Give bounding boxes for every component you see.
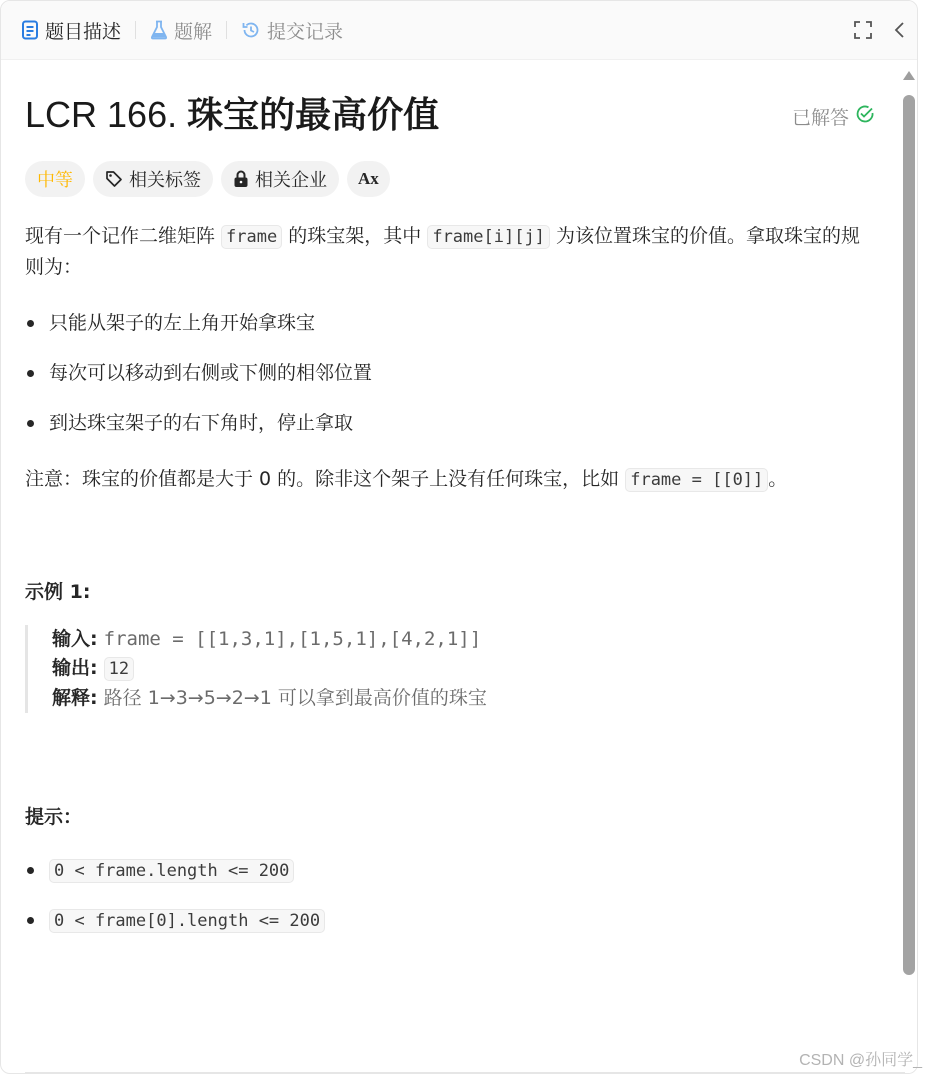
scroll-up-arrow-icon[interactable] — [903, 71, 915, 80]
list-item: 只能从架子的左上角开始拿珠宝 — [25, 308, 372, 338]
difficulty-label: 中等 — [37, 170, 73, 191]
list-item: 每次可以移动到右侧或下侧的相邻位置 — [25, 358, 372, 388]
constraint-code: 0 < frame[0].length <= 200 — [49, 909, 325, 933]
document-icon — [21, 20, 39, 40]
tab-submissions-label: 提交记录 — [267, 20, 344, 43]
history-icon — [241, 20, 261, 40]
divider — [25, 1072, 905, 1073]
related-tags-button[interactable] — [93, 161, 213, 197]
input-value: frame = [[1,3,1],[1,5,1],[4,2,1]] — [103, 628, 482, 650]
check-circle-icon — [855, 104, 875, 129]
flask-icon — [150, 20, 168, 40]
tab-submissions[interactable] — [233, 1, 351, 59]
tab-description-label: 题目描述 — [45, 20, 122, 43]
note-text: 。 — [768, 468, 788, 490]
translate-icon: Ax — [358, 169, 379, 188]
constraints-list — [25, 855, 325, 935]
difficulty-badge — [25, 161, 85, 197]
explanation-value: 路径 1→3→5→2→1 可以拿到最高价值的珠宝 — [103, 687, 487, 709]
list-item: 到达珠宝架子的右下角时，停止拿取 — [25, 408, 372, 438]
tab-divider — [226, 21, 227, 39]
description-paragraph — [25, 221, 875, 282]
solved-status — [792, 103, 875, 130]
tab-solutions-label: 题解 — [174, 20, 213, 43]
tab-description[interactable] — [13, 1, 129, 59]
output-value: 12 — [104, 657, 134, 681]
tab-bar — [1, 1, 917, 60]
solved-label: 已解答 — [791, 107, 849, 129]
problem-title — [25, 93, 439, 137]
note-text: 注意：珠宝的价值都是大于 0 的。除非这个架子上没有任何珠宝，比如 — [25, 468, 626, 490]
watermark: CSDN @孙同学_ — [799, 1052, 922, 1069]
related-companies-button[interactable] — [221, 161, 339, 197]
scroll-thumb[interactable] — [903, 95, 915, 975]
list-item — [25, 855, 325, 885]
tab-divider — [135, 21, 136, 39]
description-text: 的珠宝架，其中 — [282, 225, 428, 247]
tab-solutions[interactable] — [142, 1, 220, 59]
inline-code: frame — [221, 225, 282, 249]
list-item — [25, 905, 325, 935]
hints-heading: 提示： — [25, 806, 83, 828]
collapse-chevron-left-icon[interactable] — [893, 20, 907, 40]
explanation-label: 解释: — [52, 687, 98, 709]
inline-code: frame[i][j] — [427, 225, 550, 249]
related-tags-label: 相关标签 — [129, 170, 201, 191]
related-companies-label: 相关企业 — [255, 170, 327, 191]
example-heading: 示例 1: — [25, 581, 91, 603]
description-text: 为该位置珠宝的价值。拿取珠宝的规则为： — [25, 225, 860, 278]
rules-list — [25, 308, 372, 438]
problem-number: LCR 166. — [25, 94, 178, 135]
tag-icon — [105, 170, 123, 188]
example-block — [25, 625, 625, 713]
lock-icon — [233, 170, 249, 188]
output-label: 输出: — [52, 657, 98, 679]
tag-row — [25, 161, 390, 197]
description-text: 现有一个记作二维矩阵 — [25, 225, 222, 247]
constraint-code: 0 < frame.length <= 200 — [49, 859, 294, 883]
inline-code: frame = [[0]] — [625, 468, 768, 492]
note-paragraph — [25, 464, 875, 495]
problem-name: 珠宝的最高价值 — [187, 94, 440, 135]
scrollbar[interactable] — [901, 65, 917, 1074]
input-label: 输入: — [52, 628, 98, 650]
fullscreen-icon[interactable] — [853, 20, 873, 40]
translate-button[interactable] — [347, 161, 390, 197]
